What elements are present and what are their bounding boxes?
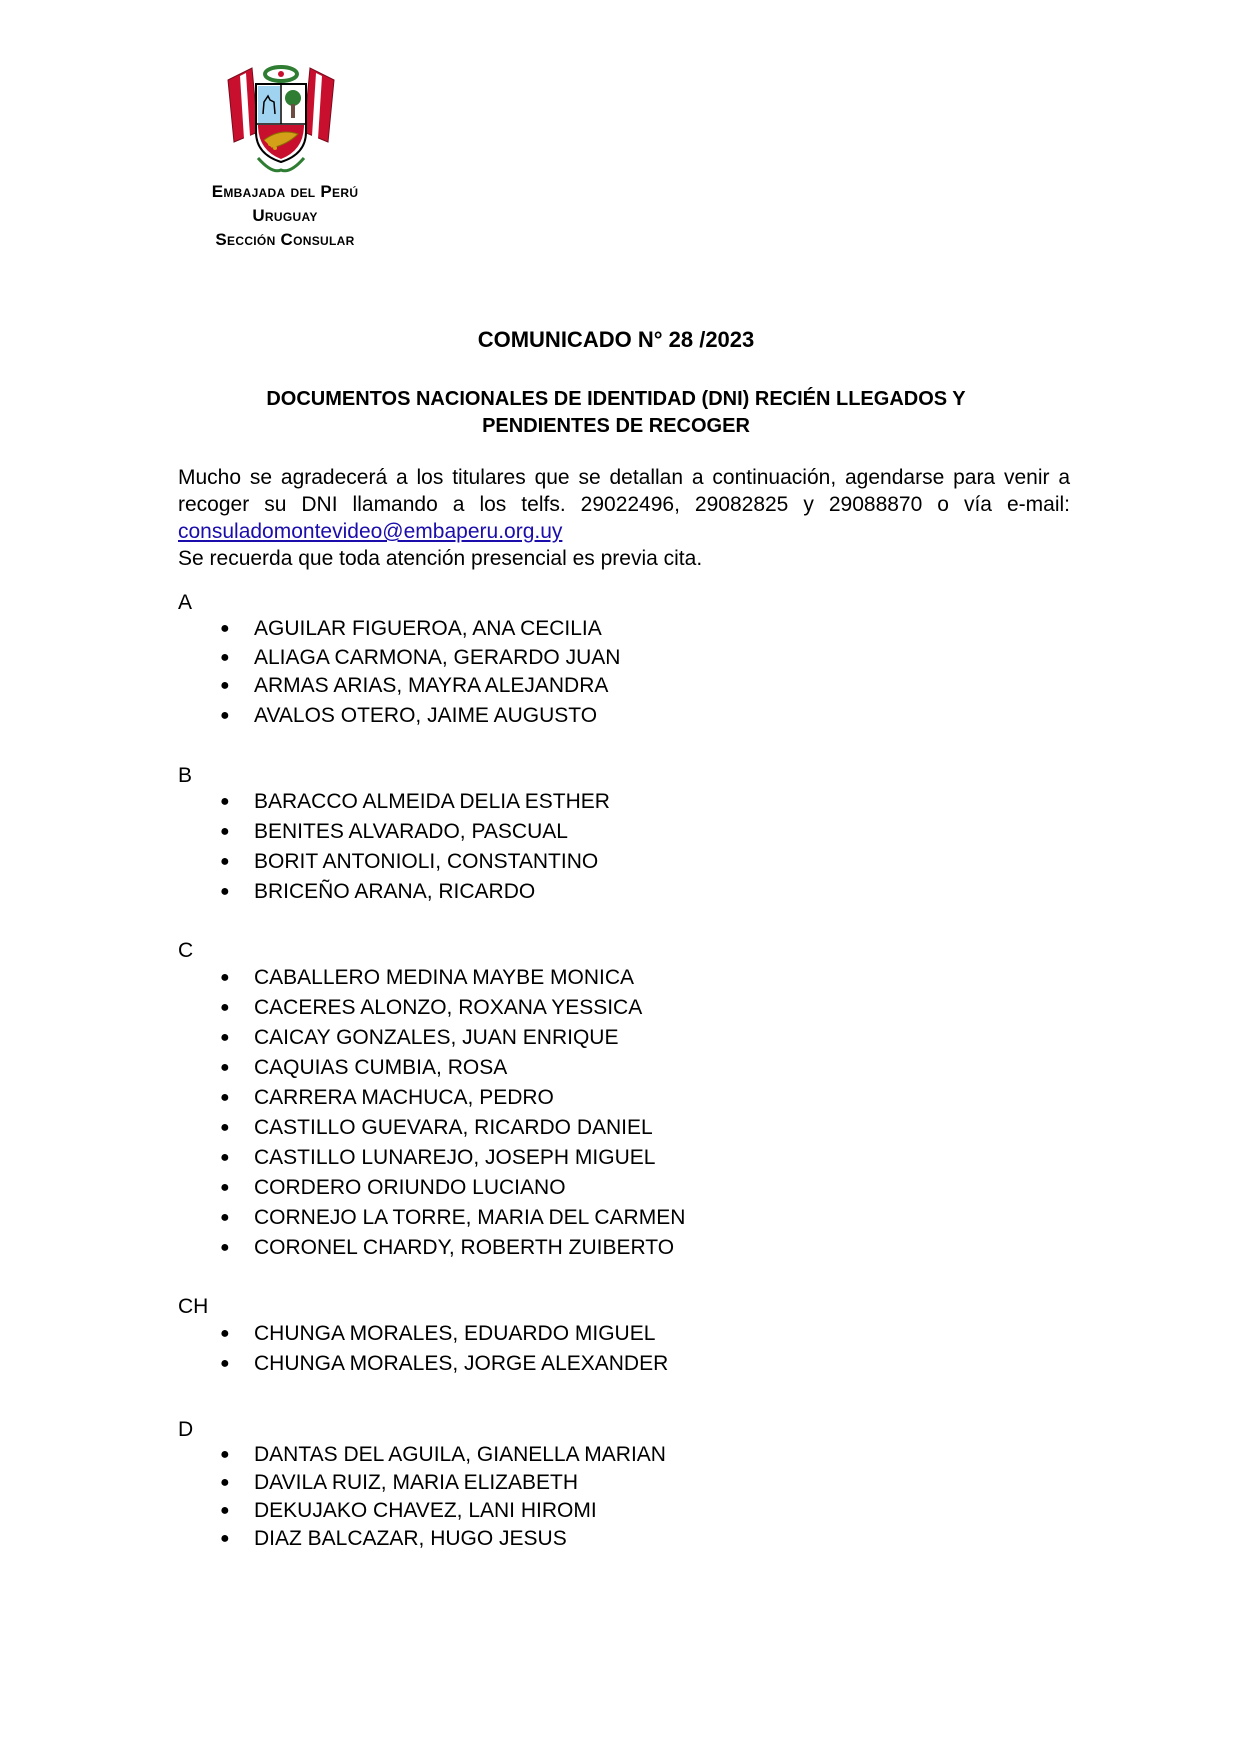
list-item [218, 847, 610, 877]
section-letter-ch: CH [178, 1295, 209, 1318]
list-item [218, 1441, 666, 1469]
person-name: CHUNGA MORALES, EDUARDO MIGUEL [254, 1322, 656, 1345]
list-item [218, 877, 610, 907]
person-name: ALIAGA CARMONA, GERARDO JUAN [254, 646, 621, 669]
list-item [218, 701, 620, 731]
name-list-d [218, 1441, 666, 1553]
bullet-icon: ● [220, 1149, 230, 1166]
bullet-icon: ● [220, 1325, 230, 1342]
bullet-icon: ● [220, 1119, 230, 1136]
list-item [218, 614, 620, 644]
bullet-icon: ● [220, 1474, 230, 1491]
person-name: AVALOS OTERO, JAIME AUGUSTO [254, 704, 598, 727]
name-list-ch [218, 1319, 668, 1379]
appointment-note: Se recuerda que toda atención presencial es previa cita. [178, 547, 703, 570]
person-name: ARMAS ARIAS, MAYRA ALEJANDRA [254, 674, 609, 697]
list-item [218, 1053, 685, 1083]
section-letter-c: C [178, 939, 194, 962]
page-subtitle [160, 386, 1072, 440]
bullet-icon: ● [220, 1209, 230, 1226]
bullet-icon: ● [220, 1059, 230, 1076]
person-name: CARRERA MACHUCA, PEDRO [254, 1086, 554, 1109]
person-name: CASTILLO LUNAREJO, JOSEPH MIGUEL [254, 1146, 656, 1169]
person-name: CACERES ALONZO, ROXANA YESSICA [254, 996, 643, 1019]
list-item [218, 963, 685, 993]
name-list-b [218, 787, 610, 907]
embassy-section: Sección Consular [215, 230, 355, 249]
bullet-icon: ● [220, 1502, 230, 1519]
list-item [218, 993, 685, 1023]
embassy-name: Embajada del Perú [211, 182, 359, 201]
bullet-icon: ● [220, 1179, 230, 1196]
bullet-icon: ● [220, 999, 230, 1016]
bullet-icon: ● [220, 677, 230, 694]
subtitle-line-1: DOCUMENTOS NACIONALES DE IDENTIDAD (DNI) RECIÉN LLEGADOS Y [266, 388, 966, 410]
person-name: CAICAY GONZALES, JUAN ENRIQUE [254, 1026, 619, 1049]
person-name: AGUILAR FIGUEROA, ANA CECILIA [254, 617, 602, 640]
bullet-icon: ● [220, 1029, 230, 1046]
person-name: DIAZ BALCAZAR, HUGO JESUS [254, 1527, 567, 1550]
person-name: CORDERO ORIUNDO LUCIANO [254, 1176, 566, 1199]
bullet-icon: ● [220, 1530, 230, 1547]
bullet-icon: ● [220, 1446, 230, 1463]
list-item [218, 644, 620, 671]
list-item [218, 1143, 685, 1173]
list-item [218, 671, 620, 701]
bullet-icon: ● [220, 793, 230, 810]
list-item [218, 1173, 685, 1203]
list-item [218, 817, 610, 847]
person-name: BRICEÑO ARANA, RICARDO [254, 880, 536, 903]
bullet-icon: ● [220, 853, 230, 870]
intro-body: Mucho se agradecerá a los titulares que se detallan a continuación, agendarse para venir a recoger su DNI llamando a los telfs. 29022496, 29082825 y 29088870 o vía e-mail: [178, 466, 1070, 516]
bullet-icon: ● [220, 1239, 230, 1256]
person-name: BORIT ANTONIOLI, CONSTANTINO [254, 850, 599, 873]
list-item [218, 1469, 666, 1497]
person-name: BENITES ALVARADO, PASCUAL [254, 820, 568, 843]
list-item [218, 1023, 685, 1053]
list-item [218, 1525, 666, 1553]
section-letter-d: D [178, 1418, 194, 1441]
bullet-icon: ● [220, 649, 230, 666]
person-name: BARACCO ALMEIDA DELIA ESTHER [254, 790, 610, 813]
list-item [218, 1349, 668, 1379]
list-item [218, 1233, 685, 1263]
embassy-country: Uruguay [252, 206, 318, 225]
person-name: DAVILA RUIZ, MARIA ELIZABETH [254, 1471, 579, 1494]
peru-coat-of-arms-icon [222, 62, 340, 178]
person-name: CHUNGA MORALES, JORGE ALEXANDER [254, 1352, 669, 1375]
person-name: CORONEL CHARDY, ROBERTH ZUIBERTO [254, 1236, 675, 1259]
name-list-c [218, 963, 685, 1263]
bullet-icon: ● [220, 707, 230, 724]
list-item [218, 1497, 666, 1525]
person-name: CORNEJO LA TORRE, MARIA DEL CARMEN [254, 1206, 686, 1229]
list-item [218, 1319, 668, 1349]
bullet-icon: ● [220, 620, 230, 637]
bullet-icon: ● [220, 1089, 230, 1106]
intro-paragraph [178, 464, 1070, 572]
list-item [218, 1083, 685, 1113]
page-title: COMUNICADO N° 28 /2023 [477, 327, 755, 352]
bullet-icon: ● [220, 823, 230, 840]
bullet-icon: ● [220, 883, 230, 900]
person-name: DEKUJAKO CHAVEZ, LANI HIROMI [254, 1499, 597, 1522]
name-list-a [218, 614, 620, 731]
person-name: DANTAS DEL AGUILA, GIANELLA MARIAN [254, 1443, 666, 1466]
person-name: CASTILLO GUEVARA, RICARDO DANIEL [254, 1116, 653, 1139]
subtitle-line-2: PENDIENTES DE RECOGER [482, 415, 750, 437]
section-letter-a: A [178, 591, 193, 614]
list-item [218, 1203, 685, 1233]
list-item [218, 787, 610, 817]
person-name: CAQUIAS CUMBIA, ROSA [254, 1056, 508, 1079]
list-item [218, 1113, 685, 1143]
embassy-header [160, 180, 410, 252]
bullet-icon: ● [220, 1355, 230, 1372]
person-name: CABALLERO MEDINA MAYBE MONICA [254, 966, 635, 989]
bullet-icon: ● [220, 969, 230, 986]
intro-text [178, 464, 1070, 545]
email-link[interactable]: consuladomontevideo@embaperu.org.uy [178, 520, 563, 543]
section-letter-b: B [178, 764, 193, 787]
